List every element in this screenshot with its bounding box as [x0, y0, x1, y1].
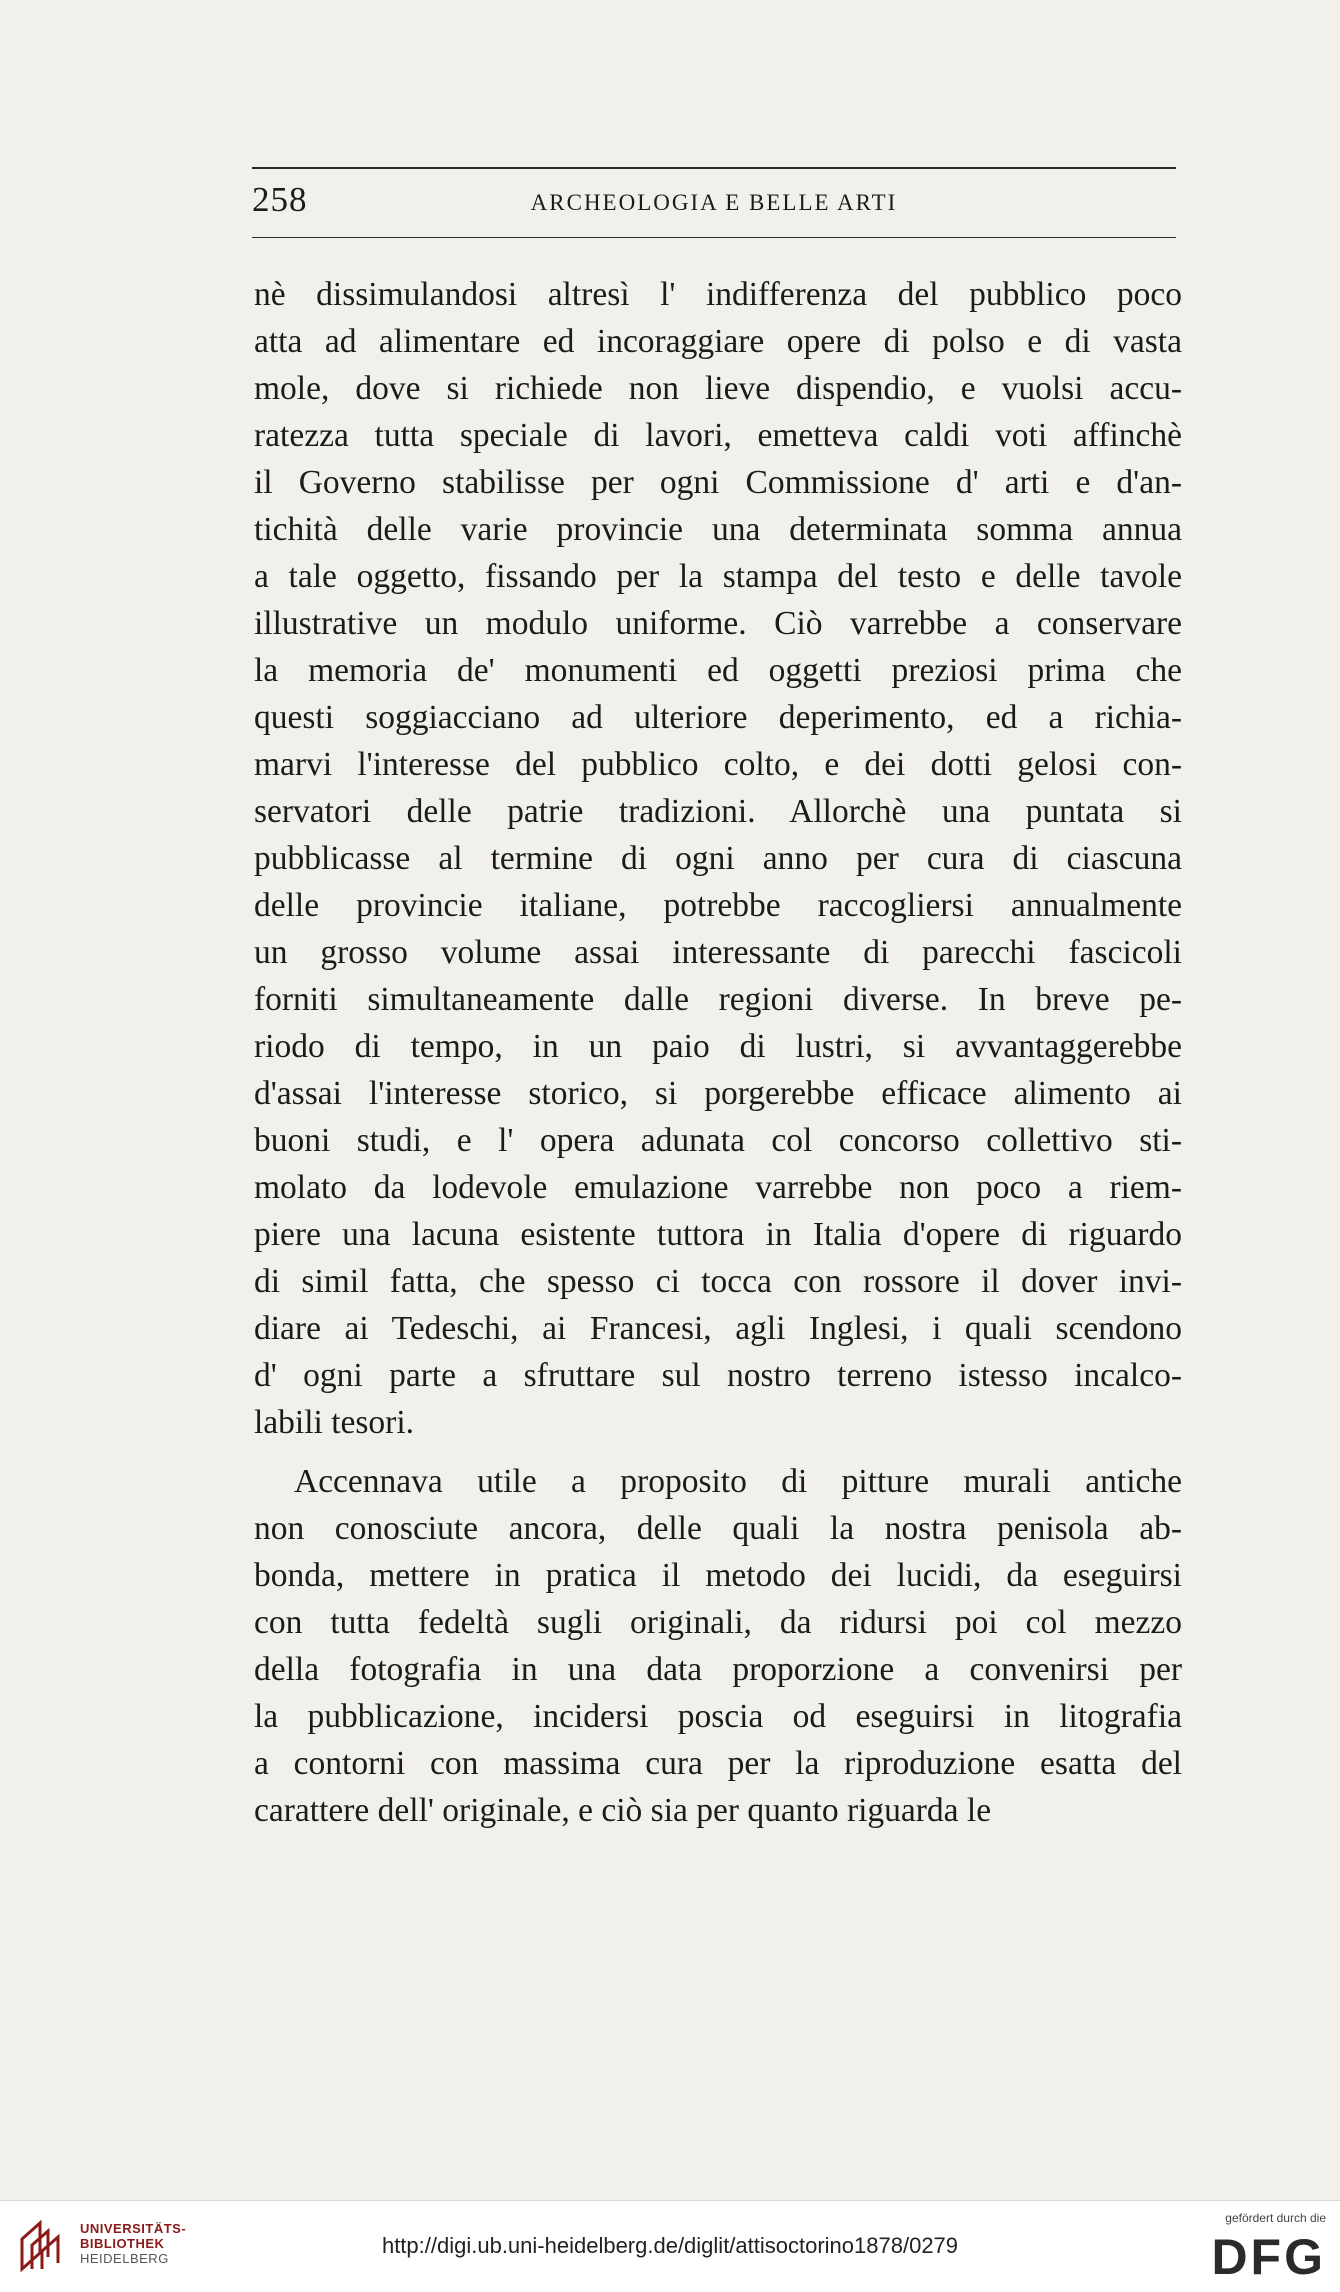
- header-bottom-rule: [252, 237, 1176, 238]
- text-line: marvi l'interesse del pubblico colto, e dei dotti gelosi con-: [254, 746, 1182, 783]
- text-line: bonda, mettere in pratica il metodo dei lucidi, da eseguirsi: [254, 1557, 1182, 1594]
- text-line: Accennava utile a proposito di pitture murali antiche: [294, 1463, 1182, 1500]
- text-line: buoni studi, e l' opera adunata col concorso collettivo sti-: [254, 1122, 1182, 1159]
- text-line: piere una lacuna esistente tuttora in Italia d'opere di riguardo: [254, 1216, 1182, 1253]
- funding-label: gefördert durch die: [1225, 2211, 1326, 2225]
- dfg-logo: DFG: [1211, 2229, 1326, 2285]
- paragraph: [254, 1458, 1182, 1834]
- text-line: d'assai l'interesse storico, si porgerebbe efficace alimento ai: [254, 1075, 1182, 1112]
- text-line: ratezza tutta speciale di lavori, emetteva caldi voti affinchè: [254, 417, 1182, 454]
- text-line: il Governo stabilisse per ogni Commissione d' arti e d'an-: [254, 464, 1182, 501]
- body-text: [254, 271, 1182, 1834]
- library-name-line: UNIVERSITÄTS-: [80, 2221, 187, 2236]
- library-name-line: HEIDELBERG: [80, 2251, 169, 2266]
- text-line: pubblicasse al termine di ogni anno per cura di ciascuna: [254, 840, 1182, 877]
- text-line: atta ad alimentare ed incoraggiare opere di polso e di vasta: [254, 323, 1182, 360]
- text-line: un grosso volume assai interessante di parecchi fascicoli: [254, 934, 1182, 971]
- text-line: di simil fatta, che spesso ci tocca con rossore il dover invi-: [254, 1263, 1182, 1300]
- text-line: a tale oggetto, fissando per la stampa del testo e delle tavole: [254, 558, 1182, 595]
- text-line: mole, dove si richiede non lieve dispendio, e vuolsi accu-: [254, 370, 1182, 407]
- text-line: della fotografia in una data proporzione a convenirsi per: [254, 1651, 1182, 1688]
- library-name-line: BIBLIOTHEK: [80, 2236, 165, 2251]
- text-line: a contorni con massima cura per la riproduzione esatta del: [254, 1745, 1182, 1782]
- text-line: la pubblicazione, incidersi poscia od eseguirsi in litografia: [254, 1698, 1182, 1735]
- page-number: 258: [252, 180, 308, 219]
- page-header: [252, 178, 1176, 228]
- text-line: servatori delle patrie tradizioni. Allorchè una puntata si: [254, 793, 1182, 830]
- text-line: questi soggiacciano ad ulteriore deperimento, ed a richia-: [254, 699, 1182, 736]
- text-line: non conosciute ancora, delle quali la nostra penisola ab-: [254, 1510, 1182, 1547]
- footer-bar: [0, 2200, 1340, 2292]
- text-line: labili tesori.: [254, 1404, 415, 1441]
- text-line: nè dissimulandosi altresì l' indifferenza del pubblico poco: [254, 276, 1182, 313]
- text-line: molato da lodevole emulazione varrebbe non poco a riem-: [254, 1169, 1182, 1206]
- paragraph: [254, 271, 1182, 1446]
- text-line: forniti simultaneamente dalle regioni diverse. In breve pe-: [254, 981, 1182, 1018]
- text-line: delle provincie italiane, potrebbe raccogliersi annualmente: [254, 887, 1182, 924]
- text-line: riodo di tempo, in un paio di lustri, si avvantaggerebbe: [254, 1028, 1182, 1065]
- text-line: con tutta fedeltà sugli originali, da ridursi poi col mezzo: [254, 1604, 1182, 1641]
- paragraph-gap: [254, 1446, 1182, 1458]
- header-top-rule: [252, 167, 1176, 169]
- text-line: d' ogni parte a sfruttare sul nostro terreno istesso incalco-: [254, 1357, 1182, 1394]
- text-line: carattere dell' originale, e ciò sia per quanto riguarda le: [254, 1792, 992, 1829]
- permalink-url[interactable]: http://digi.ub.uni-heidelberg.de/diglit/attisoctorino1878/0279: [381, 2233, 959, 2258]
- text-line: tichità delle varie provincie una determinata somma annua: [254, 511, 1182, 548]
- text-line: la memoria de' monumenti ed oggetti preziosi prima che: [254, 652, 1182, 689]
- text-line: illustrative un modulo uniforme. Ciò varrebbe a conservare: [254, 605, 1182, 642]
- running-head: ARCHEOLOGIA E BELLE ARTI: [530, 190, 898, 215]
- text-line: diare ai Tedeschi, ai Francesi, agli Inglesi, i quali scendono: [254, 1310, 1182, 1347]
